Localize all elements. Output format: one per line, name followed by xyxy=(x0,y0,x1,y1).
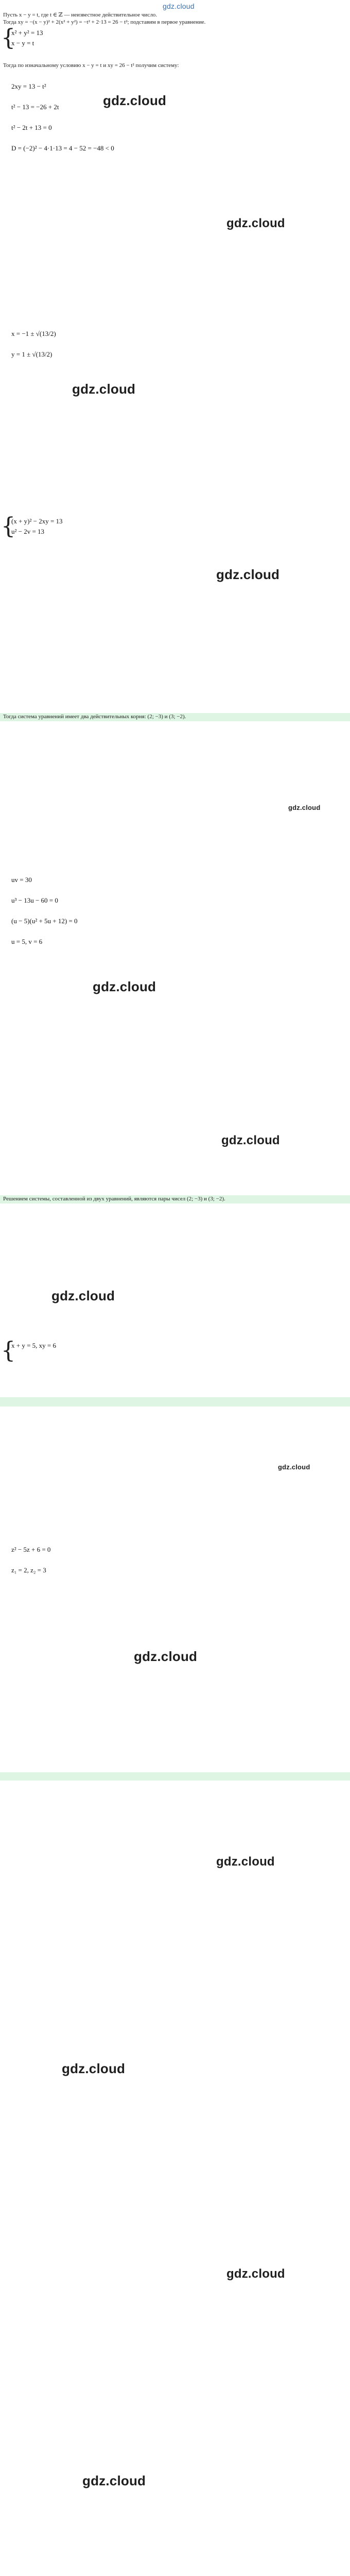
formula: (x + y)² − 2xy = 13 xyxy=(11,517,63,525)
watermark-logo: gdz.cloud xyxy=(82,2473,146,2488)
text-line: Решением системы, составленной из двух уравнений, являются пары чисел (2; −3) и (3; −2). xyxy=(3,1196,225,1202)
watermark-logo: gdz.cloud xyxy=(62,2061,126,2076)
system-brace: { xyxy=(1,513,15,539)
watermark-logo: gdz.cloud xyxy=(216,567,280,582)
formula: D = (−2)² − 4·1·13 = 4 − 52 = −48 < 0 xyxy=(11,144,114,152)
highlight-band xyxy=(0,1397,350,1406)
formula: uv = 30 xyxy=(11,876,32,884)
watermark-logo: gdz.cloud xyxy=(226,216,285,230)
watermark-logo: gdz.cloud xyxy=(288,804,321,811)
formula: y = 1 ± √(13/2) xyxy=(11,350,52,358)
formula: x = −1 ± √(13/2) xyxy=(11,330,56,337)
highlight-band xyxy=(0,1772,350,1781)
text-line: Тогда xy = −(x − y)² + 2(x² + y²) = −t² + 2·13 = 26 − t²; подставим в первое уравнение. xyxy=(3,19,206,25)
watermark-logo: gdz.cloud xyxy=(226,2267,285,2281)
formula: x + y = 5, xy = 6 xyxy=(11,1342,56,1349)
watermark-logo: gdz.cloud xyxy=(93,979,156,994)
formula: t² − 2t + 13 = 0 xyxy=(11,124,52,131)
formula: 2xy = 13 − t² xyxy=(11,82,46,90)
formula: (u − 5)(u² + 5u + 12) = 0 xyxy=(11,917,78,925)
text-line: Тогда по изначальному условию x − y = t и xy = 26 − t² получим систему: xyxy=(3,62,179,69)
formula: x − y = t xyxy=(11,39,34,47)
watermark-logo: gdz.cloud xyxy=(72,381,136,397)
system-brace: { xyxy=(1,25,15,51)
watermark-logo: gdz.cloud xyxy=(134,1649,198,1664)
watermark-logo: gdz.cloud xyxy=(51,1288,115,1303)
site-header-label: gdz.cloud xyxy=(163,2,195,10)
formula: x² + y² = 13 xyxy=(11,29,43,37)
watermark-logo: gdz.cloud xyxy=(221,1133,280,1147)
formula: z² − 5z + 6 = 0 xyxy=(11,1546,51,1553)
watermark-logo: gdz.cloud xyxy=(216,1855,275,1869)
text-line: Пусть x − y = t, где t ∈ ℤ — неизвестное действительное число. xyxy=(3,12,157,18)
formula: z₁ = 2, z₂ = 3 xyxy=(11,1566,46,1574)
formula: t² − 13 = −26 + 2t xyxy=(11,103,59,111)
formula: u² − 2v = 13 xyxy=(11,528,45,535)
system-brace: { xyxy=(1,1337,15,1364)
formula: u³ − 13u − 60 = 0 xyxy=(11,896,58,904)
formula: u = 5, v = 6 xyxy=(11,938,43,945)
watermark-logo: gdz.cloud xyxy=(103,93,167,108)
watermark-logo: gdz.cloud xyxy=(278,1463,310,1471)
text-line: Тогда система уравнений имеет два действительных корня: (2; −3) и (3; −2). xyxy=(3,714,186,720)
